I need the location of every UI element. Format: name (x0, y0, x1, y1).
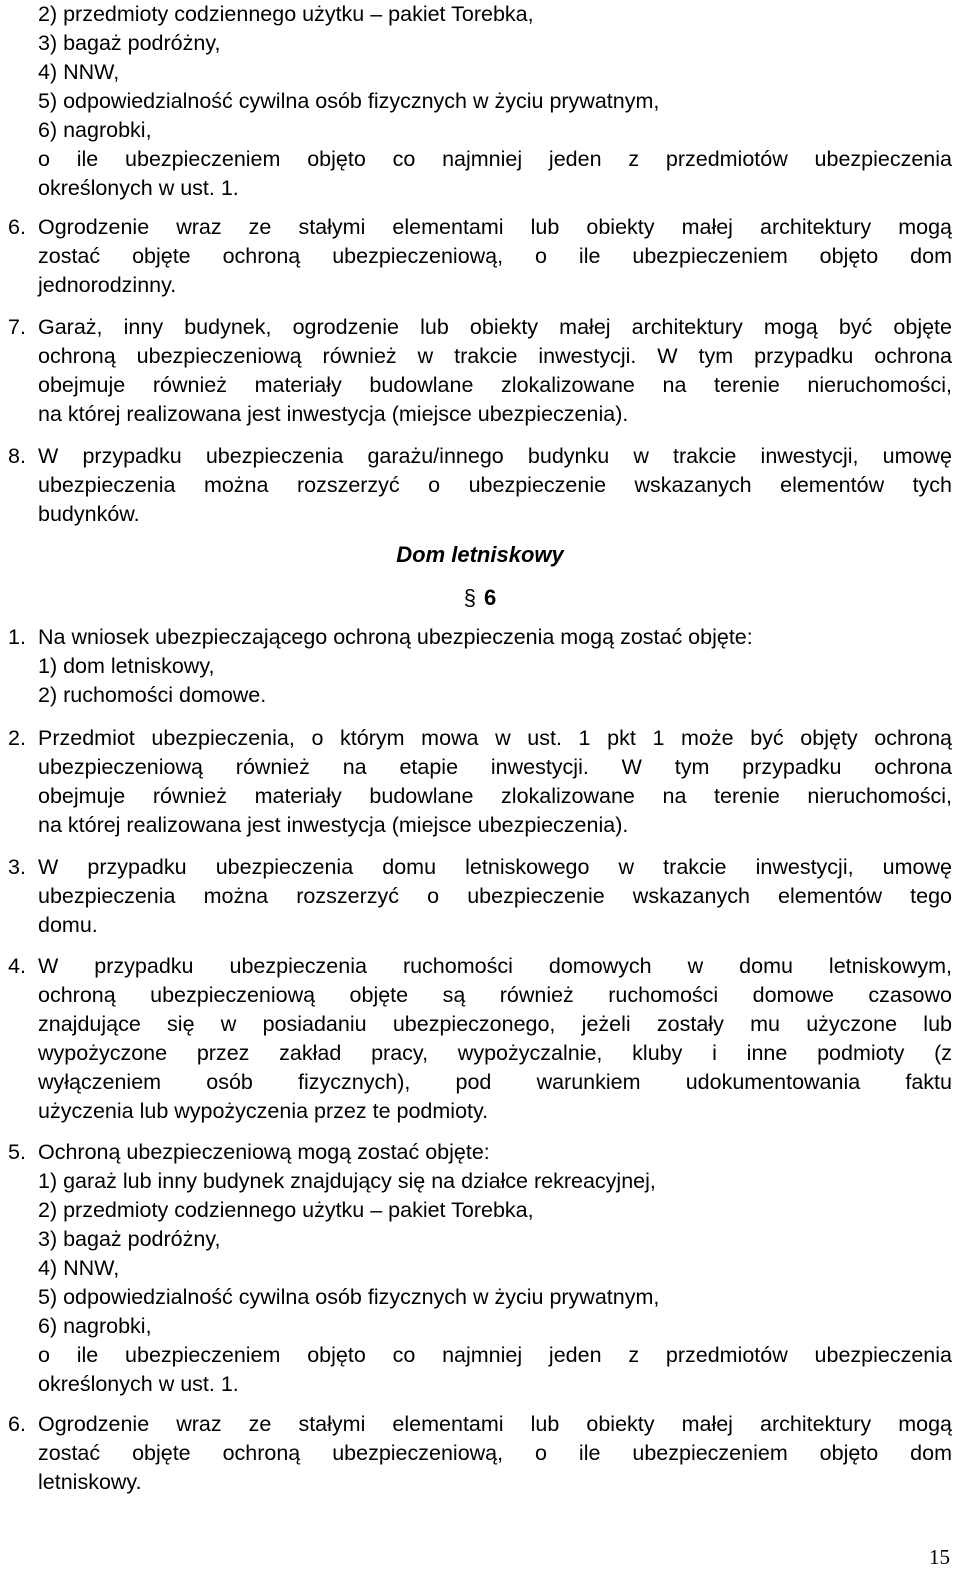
list-item: 3) bagaż podróżny, (38, 31, 221, 55)
list-item: 4) NNW, (38, 60, 120, 84)
paragraph-number: 3. (8, 855, 26, 879)
paragraph-line: W przypadku ubezpieczenia garażu/innego budynku w trakcie inwestycji, umowę (38, 444, 952, 468)
section-paragraph-6 (8, 1410, 952, 1497)
paragraph-6-prev (8, 213, 952, 300)
paragraph-line: ochroną ubezpieczeniową również w trakcie inwestycji. W tym przypadku ochrona (38, 344, 952, 368)
paragraph-line: znajdujące się w posiadaniu ubezpieczonego, jeżeli zostały mu użyczone lub (38, 1012, 952, 1036)
page-number: 15 (929, 1545, 950, 1569)
paragraph-number: 2. (8, 726, 26, 750)
paragraph-line: jednorodzinny. (38, 273, 177, 297)
list-item: 6) nagrobki, (38, 118, 152, 142)
paragraph-number: 7. (8, 315, 26, 339)
list-item: 6) nagrobki, (38, 1314, 152, 1338)
paragraph-line: obejmuje również materiały budowlane zlokalizowane na terenie nieruchomości, (38, 373, 952, 397)
paragraph-number: 6. (8, 215, 26, 239)
list-item: 5) odpowiedzialność cywilna osób fizycznych w życiu prywatnym, (38, 1285, 660, 1309)
paragraph-number: 6. (8, 1412, 26, 1436)
paragraph-line: obejmuje również materiały budowlane zlokalizowane na terenie nieruchomości, (38, 784, 952, 808)
list-item: 1) garaż lub inny budynek znajdujący się na działce rekreacyjnej, (38, 1169, 656, 1193)
paragraph-7 (8, 313, 952, 429)
paragraph-number: 4. (8, 954, 26, 978)
section-paragraph-1 (8, 623, 952, 710)
section-paragraph-3 (8, 853, 952, 940)
paragraph-line: na której realizowana jest inwestycja (miejsce ubezpieczenia). (38, 813, 629, 837)
paragraph-line: Ogrodzenie wraz ze stałymi elementami lub obiekty małej architektury mogą (38, 215, 952, 239)
paragraph-line: ubezpieczeniową również na etapie inwestycji. W tym przypadku ochrona (38, 755, 952, 779)
section-number (0, 583, 960, 612)
paragraph-line: wypożyczone przez zakład pracy, wypożyczalnie, kluby i inne podmioty (z (38, 1041, 952, 1065)
list-tail: o ile ubezpieczeniem objęto co najmniej jeden z przedmiotów ubezpieczenia (38, 1343, 952, 1367)
paragraph-line: zostać objęte ochroną ubezpieczeniową, o ile ubezpieczeniem objęto dom (38, 1441, 952, 1465)
paragraph-line: na której realizowana jest inwestycja (miejsce ubezpieczenia). (38, 402, 629, 426)
paragraph-line: wyłączeniem osób fizycznych), pod warunkiem udokumentowania faktu (38, 1070, 952, 1094)
section-number-value: 6 (484, 585, 497, 610)
paragraph-line: Przedmiot ubezpieczenia, o którym mowa w ust. 1 pkt 1 może być objęty ochroną (38, 726, 952, 750)
list-item: 2) ruchomości domowe. (38, 683, 267, 707)
paragraph-line: W przypadku ubezpieczenia domu letniskowego w trakcie inwestycji, umowę (38, 855, 952, 879)
paragraph-line: Na wniosek ubezpieczającego ochroną ubezpieczenia mogą zostać objęte: (38, 625, 753, 649)
list-item: 3) bagaż podróżny, (38, 1227, 221, 1251)
paragraph-line: Garaż, inny budynek, ogrodzenie lub obiekty małej architektury mogą być objęte (38, 315, 952, 339)
paragraph-line: budynków. (38, 502, 140, 526)
list-item: 4) NNW, (38, 1256, 120, 1280)
paragraph-line: użyczenia lub wypożyczenia przez te podmioty. (38, 1099, 489, 1123)
list-item: 5) odpowiedzialność cywilna osób fizycznych w życiu prywatnym, (38, 89, 660, 113)
paragraph-line: Ochroną ubezpieczeniową mogą zostać objęte: (38, 1140, 490, 1164)
paragraph-line: W przypadku ubezpieczenia ruchomości domowych w domu letniskowym, (38, 954, 952, 978)
section-sign: § (463, 585, 476, 610)
paragraph-line: ubezpieczenia można rozszerzyć o ubezpieczenie wskazanych elementów tego (38, 884, 952, 908)
list-item: 1) dom letniskowy, (38, 654, 215, 678)
paragraph-number: 8. (8, 444, 26, 468)
section-title: Dom letniskowy (396, 542, 564, 567)
paragraph-number: 1. (8, 625, 26, 649)
paragraph-line: zostać objęte ochroną ubezpieczeniową, o ile ubezpieczeniem objęto dom (38, 244, 952, 268)
paragraph-8 (8, 442, 952, 529)
list-tail: określonych w ust. 1. (38, 176, 239, 200)
list-tail: określonych w ust. 1. (38, 1372, 239, 1396)
continuation-list (8, 0, 952, 203)
section-paragraph-4 (8, 952, 952, 1126)
paragraph-line: domu. (38, 913, 98, 937)
paragraph-line: ochroną ubezpieczeniową objęte są również ruchomości domowe czasowo (38, 983, 952, 1007)
list-tail: o ile ubezpieczeniem objęto co najmniej jeden z przedmiotów ubezpieczenia (38, 147, 952, 171)
section-paragraph-5 (8, 1138, 952, 1399)
paragraph-line: Ogrodzenie wraz ze stałymi elementami lub obiekty małej architektury mogą (38, 1412, 952, 1436)
paragraph-line: ubezpieczenia można rozszerzyć o ubezpieczenie wskazanych elementów tych (38, 473, 952, 497)
list-item: 2) przedmioty codziennego użytku – pakiet Torebka, (38, 2, 534, 26)
list-item: 2) przedmioty codziennego użytku – pakiet Torebka, (38, 1198, 534, 1222)
section-paragraph-2 (8, 724, 952, 840)
paragraph-line: letniskowy. (38, 1470, 142, 1494)
paragraph-number: 5. (8, 1140, 26, 1164)
